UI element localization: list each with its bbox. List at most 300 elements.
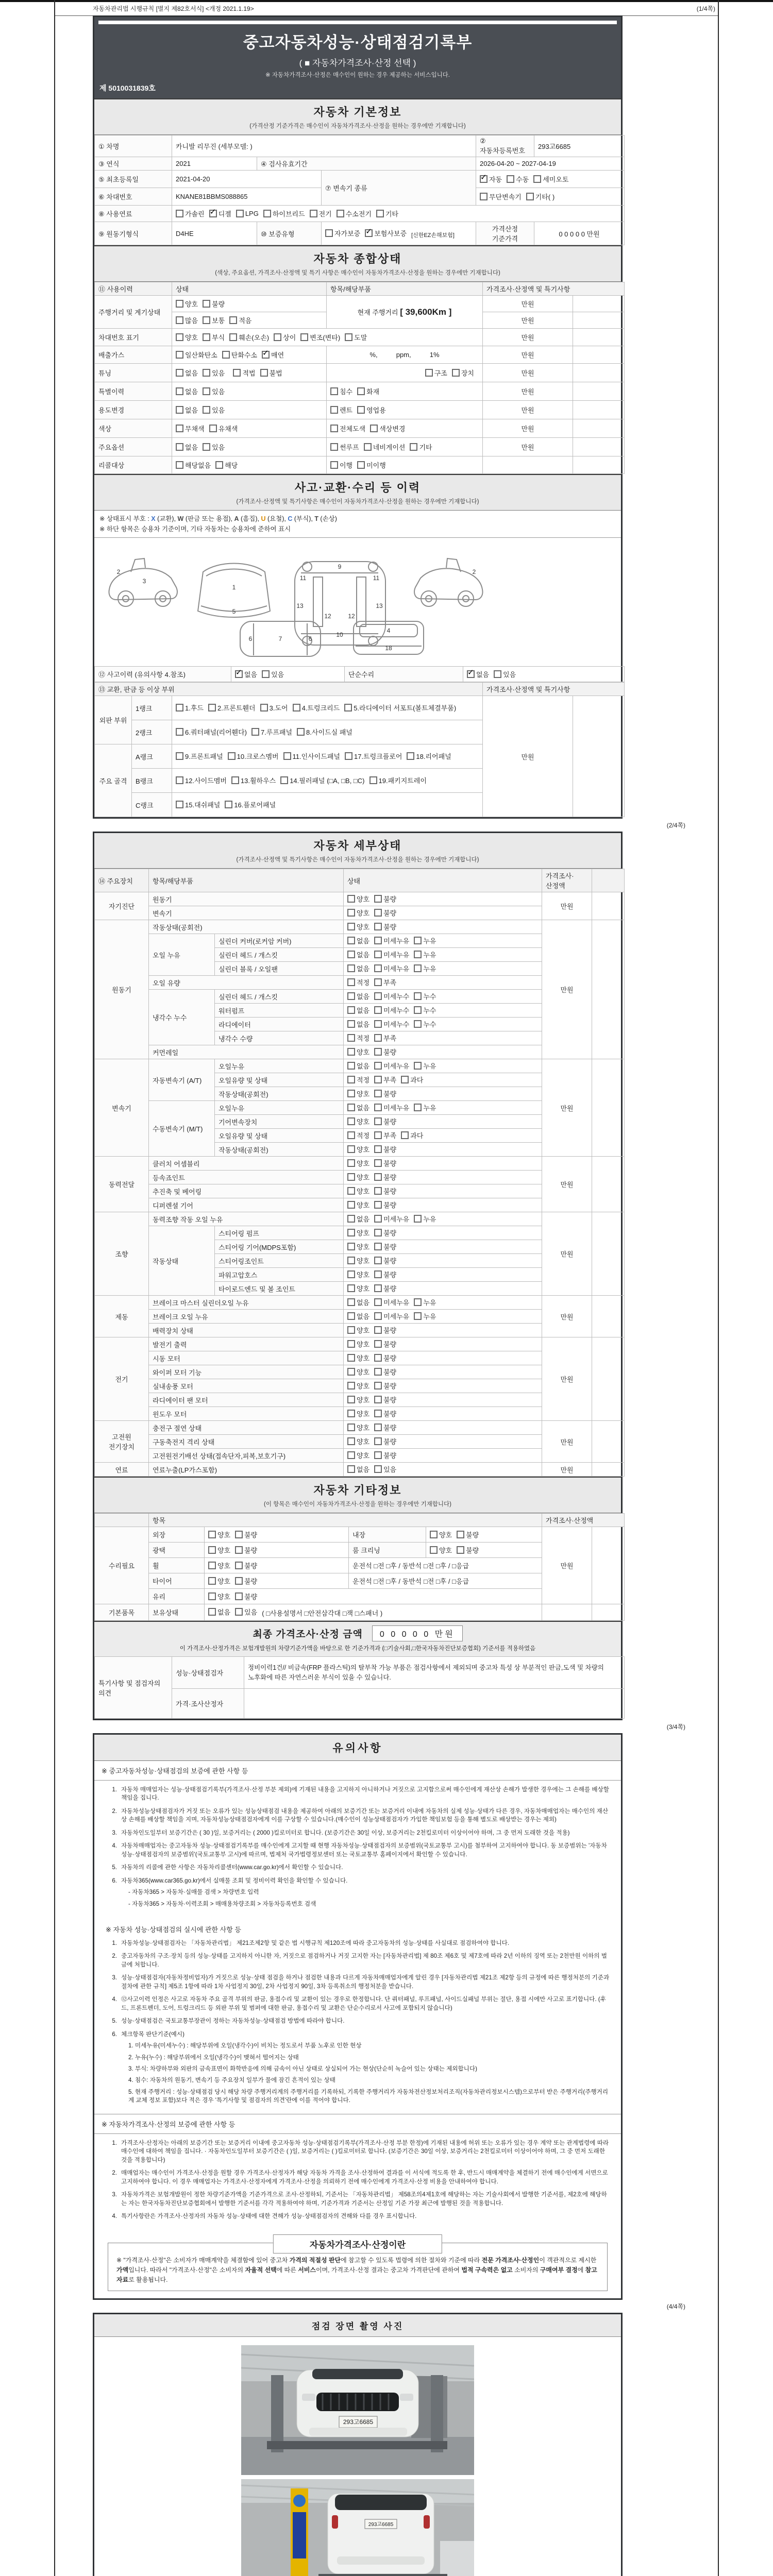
checkbox-box[interactable] xyxy=(262,351,270,359)
engine-value[interactable]: D4HE xyxy=(172,222,257,245)
checkbox-box[interactable] xyxy=(374,1396,382,1403)
checkbox-box[interactable] xyxy=(374,1006,382,1014)
checkbox-box[interactable] xyxy=(374,1145,382,1153)
checkbox-box[interactable] xyxy=(414,992,422,1000)
checkbox-양호[interactable] xyxy=(347,1172,369,1182)
checkbox-과다[interactable] xyxy=(401,1075,423,1084)
checkbox-적법[interactable] xyxy=(233,368,255,378)
checkbox-2.프론트휀더[interactable] xyxy=(208,703,256,713)
checkbox-box[interactable] xyxy=(208,1592,216,1600)
detail-note[interactable] xyxy=(592,1157,625,1212)
checkbox-box[interactable] xyxy=(374,1229,382,1236)
checkbox-box[interactable] xyxy=(347,1382,355,1389)
checkbox-상이[interactable] xyxy=(274,332,296,342)
tuning-price[interactable]: 만원 xyxy=(483,364,573,382)
checkbox-box[interactable] xyxy=(374,1257,382,1264)
checkbox-box[interactable] xyxy=(235,1608,243,1616)
checkbox-box[interactable] xyxy=(176,801,183,808)
checkbox-box[interactable] xyxy=(374,1465,382,1473)
checkbox-box[interactable] xyxy=(407,752,414,760)
checkbox-불량[interactable] xyxy=(374,1269,396,1279)
checkbox-box[interactable] xyxy=(344,704,352,711)
checkbox-box[interactable] xyxy=(208,1562,216,1569)
checkbox-불량[interactable] xyxy=(374,1186,396,1196)
checkbox-box[interactable] xyxy=(208,1546,216,1554)
checkbox-양호[interactable] xyxy=(430,1530,452,1539)
checkbox-3.도어[interactable] xyxy=(260,703,288,713)
checkbox-미세누유[interactable] xyxy=(374,963,409,973)
checkbox-10.크로스멤버[interactable] xyxy=(228,751,279,761)
mileage-price-2[interactable]: 만원 xyxy=(483,312,573,329)
checkbox-일산화탄소[interactable] xyxy=(176,350,217,360)
checkbox-누유[interactable] xyxy=(414,1061,436,1071)
checkbox-box[interactable] xyxy=(222,351,230,359)
detail-price[interactable]: 만원 xyxy=(542,1296,592,1337)
checkbox-box[interactable] xyxy=(414,1020,422,1028)
checkbox-양호[interactable] xyxy=(208,1545,230,1555)
checkbox-5.라디에이터 서포트(볼트체결부품)[interactable] xyxy=(344,703,456,713)
checkbox-box[interactable] xyxy=(457,1546,464,1554)
checkbox-box[interactable] xyxy=(347,895,355,903)
special-note[interactable] xyxy=(573,382,625,401)
checkbox-불량[interactable] xyxy=(374,1325,396,1335)
checkbox-불량[interactable] xyxy=(374,1339,396,1349)
checkbox-양호[interactable] xyxy=(347,1089,369,1098)
checkbox-불량[interactable] xyxy=(235,1561,257,1570)
checkbox-없음[interactable] xyxy=(347,950,369,959)
checkbox-box[interactable] xyxy=(176,704,183,711)
checkbox-없음[interactable] xyxy=(176,405,198,415)
checkbox-box[interactable] xyxy=(374,1270,382,1278)
checkbox-box[interactable] xyxy=(410,443,417,451)
basic-items-note[interactable] xyxy=(592,1604,625,1621)
checkbox-불량[interactable] xyxy=(235,1591,257,1601)
checkbox-box[interactable] xyxy=(176,776,183,784)
checkbox-box[interactable] xyxy=(330,425,338,432)
vin-mark-price[interactable]: 만원 xyxy=(483,329,573,346)
checkbox-box[interactable] xyxy=(374,1048,382,1056)
checkbox-box[interactable] xyxy=(457,1531,464,1538)
checkbox-box[interactable] xyxy=(347,1020,355,1028)
checkbox-box[interactable] xyxy=(414,964,422,972)
checkbox-box[interactable] xyxy=(176,752,183,760)
checkbox-불량[interactable] xyxy=(235,1530,257,1539)
checkbox-box[interactable] xyxy=(229,333,237,341)
checkbox-box[interactable] xyxy=(176,333,183,341)
checkbox-box[interactable] xyxy=(347,1270,355,1278)
checkbox-box[interactable] xyxy=(414,1215,422,1223)
checkbox-양호[interactable] xyxy=(347,1256,369,1265)
checkbox-box[interactable] xyxy=(330,387,338,395)
checkbox-box[interactable] xyxy=(176,369,183,377)
checkbox-미세누유[interactable] xyxy=(374,950,409,959)
checkbox-box[interactable] xyxy=(300,333,308,341)
checkbox-box[interactable] xyxy=(374,923,382,930)
checkbox-불량[interactable] xyxy=(374,1144,396,1154)
checkbox-미세누유[interactable] xyxy=(374,936,409,945)
checkbox-box[interactable] xyxy=(374,1298,382,1306)
checkbox-양호[interactable] xyxy=(347,1353,369,1363)
checkbox-box[interactable] xyxy=(347,992,355,1000)
checkbox-box[interactable] xyxy=(414,1006,422,1014)
checkbox-box[interactable] xyxy=(330,406,338,414)
checkbox-불량[interactable] xyxy=(374,1450,396,1460)
checkbox-적정[interactable] xyxy=(347,1033,369,1043)
checkbox-불량[interactable] xyxy=(374,1256,396,1265)
checkbox-box[interactable] xyxy=(374,895,382,903)
detail-note[interactable] xyxy=(592,920,625,1059)
checkbox-썬루프[interactable] xyxy=(330,442,359,452)
checkbox-14.필러패널 (□A, □B, □C)[interactable] xyxy=(280,775,364,785)
checkbox-box[interactable] xyxy=(176,210,183,217)
checkbox-누유[interactable] xyxy=(414,1311,436,1321)
checkbox-13.휠하우스[interactable] xyxy=(231,775,276,785)
checkbox-box[interactable] xyxy=(235,670,243,678)
mileage-note-1[interactable] xyxy=(573,296,625,312)
checkbox-불량[interactable] xyxy=(235,1576,257,1586)
checkbox-box[interactable] xyxy=(347,1131,355,1139)
rank-price[interactable]: 만원 xyxy=(483,696,573,817)
checkbox-box[interactable] xyxy=(374,1437,382,1445)
checkbox-양호[interactable] xyxy=(347,1409,369,1418)
checkbox-box[interactable] xyxy=(374,1090,382,1097)
checkbox-box[interactable] xyxy=(263,210,271,217)
checkbox-box[interactable] xyxy=(235,1577,243,1585)
checkbox-box[interactable] xyxy=(347,1173,355,1181)
rank-note[interactable] xyxy=(573,696,625,817)
checkbox-box[interactable] xyxy=(364,443,372,451)
base-price-value[interactable]: 0 0 0 0 0 만원 xyxy=(534,222,625,245)
checkbox-많음[interactable] xyxy=(176,315,198,325)
checkbox-불량[interactable] xyxy=(203,299,225,309)
checkbox-1.후드[interactable] xyxy=(176,703,204,713)
checkbox-양호[interactable] xyxy=(347,1242,369,1251)
checkbox-양호[interactable] xyxy=(347,1395,369,1404)
checkbox-box[interactable] xyxy=(365,229,373,237)
checkbox-이행[interactable] xyxy=(330,460,352,470)
checkbox-불량[interactable] xyxy=(374,1381,396,1391)
checkbox-box[interactable] xyxy=(208,1531,216,1538)
checkbox-불량[interactable] xyxy=(235,1545,257,1555)
checkbox-LPG[interactable] xyxy=(236,210,259,217)
checkbox-box[interactable] xyxy=(215,461,223,469)
checkbox-box[interactable] xyxy=(310,210,317,217)
checkbox-box[interactable] xyxy=(507,175,514,183)
checkbox-box[interactable] xyxy=(176,728,183,736)
checkbox-훼손(오손)[interactable] xyxy=(229,332,269,342)
checkbox-양호[interactable] xyxy=(347,1339,369,1349)
checkbox-box[interactable] xyxy=(414,937,422,944)
checkbox-불량[interactable] xyxy=(374,1047,396,1057)
checkbox-있음[interactable] xyxy=(235,1607,257,1617)
checkbox-box[interactable] xyxy=(203,443,210,451)
checkbox-15.대쉬패널[interactable] xyxy=(176,800,220,809)
checkbox-양호[interactable] xyxy=(208,1591,230,1601)
checkbox-box[interactable] xyxy=(414,1298,422,1306)
checkbox-수동[interactable] xyxy=(507,174,529,184)
checkbox-box[interactable] xyxy=(330,461,338,469)
checkbox-box[interactable] xyxy=(374,978,382,986)
checkbox-없음[interactable] xyxy=(347,1297,369,1307)
checkbox-장치[interactable] xyxy=(452,368,474,378)
checkbox-해당없음[interactable] xyxy=(176,460,211,470)
checkbox-없음[interactable] xyxy=(347,1019,369,1029)
checkbox-자동[interactable] xyxy=(480,174,502,184)
checkbox-box[interactable] xyxy=(357,461,365,469)
final-price-value[interactable]: 0 0 0 0 0 만원 xyxy=(372,1625,463,1641)
checkbox-box[interactable] xyxy=(347,937,355,944)
checkbox-12.사이드멤버[interactable] xyxy=(176,775,227,785)
checkbox-box[interactable] xyxy=(297,728,305,736)
checkbox-box[interactable] xyxy=(233,369,241,377)
year-value[interactable]: 2021 xyxy=(172,157,257,171)
checkbox-box[interactable] xyxy=(229,316,237,324)
checkbox-box[interactable] xyxy=(374,951,382,958)
checkbox-box[interactable] xyxy=(494,670,501,678)
checkbox-없음[interactable] xyxy=(347,1103,369,1112)
checkbox-box[interactable] xyxy=(347,1229,355,1236)
checkbox-box[interactable] xyxy=(176,461,183,469)
checkbox-16.플로어패널[interactable] xyxy=(225,800,276,809)
checkbox-미세누수[interactable] xyxy=(374,1005,409,1015)
checkbox-양호[interactable] xyxy=(176,332,198,342)
checkbox-box[interactable] xyxy=(347,1048,355,1056)
checkbox-불량[interactable] xyxy=(374,922,396,931)
checkbox-box[interactable] xyxy=(176,443,183,451)
checkbox-양호[interactable] xyxy=(347,1200,369,1210)
checkbox-누수[interactable] xyxy=(414,1005,436,1015)
checkbox-box[interactable] xyxy=(347,1354,355,1362)
checkbox-양호[interactable] xyxy=(347,1367,369,1377)
checkbox-box[interactable] xyxy=(425,369,433,377)
checkbox-box[interactable] xyxy=(260,704,268,711)
checkbox-없음[interactable] xyxy=(347,1005,369,1015)
checkbox-부식[interactable] xyxy=(203,332,225,342)
checkbox-있음[interactable] xyxy=(203,368,225,378)
checkbox-6.쿼터패널(리어휀다)[interactable] xyxy=(176,727,247,737)
checkbox-box[interactable] xyxy=(374,964,382,972)
checkbox-탄화수소[interactable] xyxy=(222,350,257,360)
checkbox-디젤[interactable] xyxy=(209,209,231,218)
checkbox-box[interactable] xyxy=(235,1531,243,1538)
mileage-note-2[interactable] xyxy=(573,312,625,329)
checkbox-box[interactable] xyxy=(347,1410,355,1417)
checkbox-누수[interactable] xyxy=(414,1019,436,1029)
checkbox-보통[interactable] xyxy=(203,315,225,325)
checkbox-box[interactable] xyxy=(228,752,236,760)
vin-mark-note[interactable] xyxy=(573,329,625,346)
checkbox-수소전기[interactable] xyxy=(337,209,372,218)
detail-note[interactable] xyxy=(592,1296,625,1337)
checkbox-box[interactable] xyxy=(430,1531,438,1538)
detail-price[interactable]: 만원 xyxy=(542,920,592,1059)
checkbox-미세누유[interactable] xyxy=(374,1311,409,1321)
checkbox-box[interactable] xyxy=(347,964,355,972)
checkbox-없음[interactable] xyxy=(176,368,198,378)
checkbox-box[interactable] xyxy=(374,1284,382,1292)
checkbox-box[interactable] xyxy=(260,369,268,377)
checkbox-없음[interactable] xyxy=(467,669,489,679)
emission-price[interactable]: 만원 xyxy=(483,346,573,364)
checkbox-box[interactable] xyxy=(235,1592,243,1600)
checkbox-누유[interactable] xyxy=(414,1297,436,1307)
checkbox-없음[interactable] xyxy=(347,963,369,973)
detail-note[interactable] xyxy=(592,1463,625,1477)
checkbox-8.사이드실 패널[interactable] xyxy=(297,727,352,737)
option-price[interactable]: 만원 xyxy=(483,438,573,456)
usage-note[interactable] xyxy=(573,401,625,419)
checkbox-box[interactable] xyxy=(347,1437,355,1445)
checkbox-19.패키지트레이[interactable] xyxy=(369,775,427,785)
checkbox-box[interactable] xyxy=(347,1201,355,1209)
checkbox-불량[interactable] xyxy=(457,1530,479,1539)
checkbox-box[interactable] xyxy=(374,1368,382,1376)
checkbox-box[interactable] xyxy=(347,1090,355,1097)
checkbox-있음[interactable] xyxy=(494,669,516,679)
checkbox-불량[interactable] xyxy=(374,1158,396,1168)
checkbox-box[interactable] xyxy=(208,1577,216,1585)
checkbox-불량[interactable] xyxy=(374,1116,396,1126)
checkbox-전기[interactable] xyxy=(310,209,332,218)
checkbox-box[interactable] xyxy=(235,1562,243,1569)
checkbox-없음[interactable] xyxy=(347,936,369,945)
checkbox-도말[interactable] xyxy=(345,332,367,342)
checkbox-box[interactable] xyxy=(533,175,541,183)
checkbox-매연[interactable] xyxy=(262,350,284,360)
color-price[interactable]: 만원 xyxy=(483,419,573,438)
checkbox-box[interactable] xyxy=(274,333,281,341)
checkbox-누유[interactable] xyxy=(414,1214,436,1224)
checkbox-box[interactable] xyxy=(347,1062,355,1070)
checkbox-box[interactable] xyxy=(347,951,355,958)
option-note[interactable] xyxy=(573,438,625,456)
checkbox-양호[interactable] xyxy=(347,1422,369,1432)
checkbox-box[interactable] xyxy=(374,1034,382,1042)
checkbox-box[interactable] xyxy=(293,704,300,711)
basic-items-price[interactable] xyxy=(542,1604,592,1621)
car-name-value[interactable]: 카니발 리무진 (세부모델: ) xyxy=(172,135,476,157)
checkbox-box[interactable] xyxy=(374,1076,382,1083)
checkbox-box[interactable] xyxy=(347,1451,355,1459)
checkbox-box[interactable] xyxy=(374,992,382,1000)
checkbox-box[interactable] xyxy=(347,1243,355,1250)
checkbox-불량[interactable] xyxy=(374,1422,396,1432)
checkbox-양호[interactable] xyxy=(347,1186,369,1196)
checkbox-box[interactable] xyxy=(325,229,333,237)
checkbox-양호[interactable] xyxy=(347,922,369,931)
checkbox-불량[interactable] xyxy=(374,1172,396,1182)
checkbox-box[interactable] xyxy=(347,1298,355,1306)
checkbox-box[interactable] xyxy=(401,1076,409,1083)
checkbox-누수[interactable] xyxy=(414,991,436,1001)
checkbox-양호[interactable] xyxy=(347,1047,369,1057)
detail-price[interactable]: 만원 xyxy=(542,1463,592,1477)
checkbox-box[interactable] xyxy=(347,1465,355,1473)
special-price[interactable]: 만원 xyxy=(483,382,573,401)
checkbox-box[interactable] xyxy=(374,1117,382,1125)
checkbox-미세누유[interactable] xyxy=(374,1214,409,1224)
checkbox-box[interactable] xyxy=(347,1076,355,1083)
checkbox-box[interactable] xyxy=(280,776,288,784)
detail-note[interactable] xyxy=(592,1059,625,1157)
checkbox-box[interactable] xyxy=(176,425,183,432)
checkbox-해당[interactable] xyxy=(215,460,238,470)
detail-price[interactable]: 만원 xyxy=(542,892,592,920)
checkbox-box[interactable] xyxy=(347,1117,355,1125)
checkbox-전체도색[interactable] xyxy=(330,423,365,433)
checkbox-box[interactable] xyxy=(374,937,382,944)
checkbox-box[interactable] xyxy=(374,1243,382,1250)
color-note[interactable] xyxy=(573,419,625,438)
detail-note[interactable] xyxy=(592,892,625,920)
checkbox-구조[interactable] xyxy=(425,368,447,378)
checkbox-없음[interactable] xyxy=(176,442,198,452)
checkbox-box[interactable] xyxy=(347,1006,355,1014)
first-reg-value[interactable]: 2021-04-20 xyxy=(172,171,322,188)
checkbox-box[interactable] xyxy=(376,210,384,217)
checkbox-양호[interactable] xyxy=(347,1144,369,1154)
checkbox-box[interactable] xyxy=(374,1062,382,1070)
checkbox-box[interactable] xyxy=(203,369,210,377)
checkbox-무채색[interactable] xyxy=(176,423,205,433)
checkbox-양호[interactable] xyxy=(347,908,369,918)
checkbox-box[interactable] xyxy=(374,1451,382,1459)
checkbox-18.리어패널[interactable] xyxy=(407,751,451,761)
checkbox-box[interactable] xyxy=(208,704,216,711)
checkbox-box[interactable] xyxy=(176,387,183,395)
checkbox-box[interactable] xyxy=(480,193,488,200)
checkbox-box[interactable] xyxy=(374,1312,382,1320)
checkbox-box[interactable] xyxy=(345,333,352,341)
checkbox-box[interactable] xyxy=(231,776,239,784)
detail-note[interactable] xyxy=(592,1212,625,1296)
repair-note[interactable] xyxy=(592,1527,625,1604)
checkbox-box[interactable] xyxy=(203,387,210,395)
checkbox-box[interactable] xyxy=(330,443,338,451)
checkbox-유채색[interactable] xyxy=(209,423,238,433)
checkbox-있음[interactable] xyxy=(203,386,225,396)
checkbox-17.트렁크플로어[interactable] xyxy=(345,751,402,761)
checkbox-box[interactable] xyxy=(347,1215,355,1223)
checkbox-box[interactable] xyxy=(208,1608,216,1616)
checkbox-양호[interactable] xyxy=(347,1116,369,1126)
checkbox-세미오토[interactable] xyxy=(533,174,568,184)
checkbox-양호[interactable] xyxy=(347,1158,369,1168)
checkbox-양호[interactable] xyxy=(208,1576,230,1586)
checkbox-침수[interactable] xyxy=(330,386,352,396)
checkbox-불량[interactable] xyxy=(374,1436,396,1446)
checkbox-무단변속기[interactable] xyxy=(480,192,522,201)
checkbox-부족[interactable] xyxy=(374,977,396,987)
checkbox-box[interactable] xyxy=(414,1312,422,1320)
checkbox-box[interactable] xyxy=(452,369,460,377)
checkbox-box[interactable] xyxy=(262,670,270,678)
checkbox-미세누유[interactable] xyxy=(374,1103,409,1112)
checkbox-양호[interactable] xyxy=(208,1530,230,1539)
checkbox-box[interactable] xyxy=(176,300,183,308)
checkbox-불량[interactable] xyxy=(374,1409,396,1418)
mileage-price-1[interactable]: 만원 xyxy=(483,296,573,312)
checkbox-box[interactable] xyxy=(401,1131,409,1139)
checkbox-box[interactable] xyxy=(347,1257,355,1264)
checkbox-box[interactable] xyxy=(347,1145,355,1153)
checkbox-없음[interactable] xyxy=(347,1061,369,1071)
recall-price[interactable] xyxy=(483,456,573,474)
checkbox-box[interactable] xyxy=(235,1546,243,1554)
checkbox-box[interactable] xyxy=(374,1104,382,1111)
checkbox-없음[interactable] xyxy=(208,1607,230,1617)
checkbox-box[interactable] xyxy=(374,1173,382,1181)
